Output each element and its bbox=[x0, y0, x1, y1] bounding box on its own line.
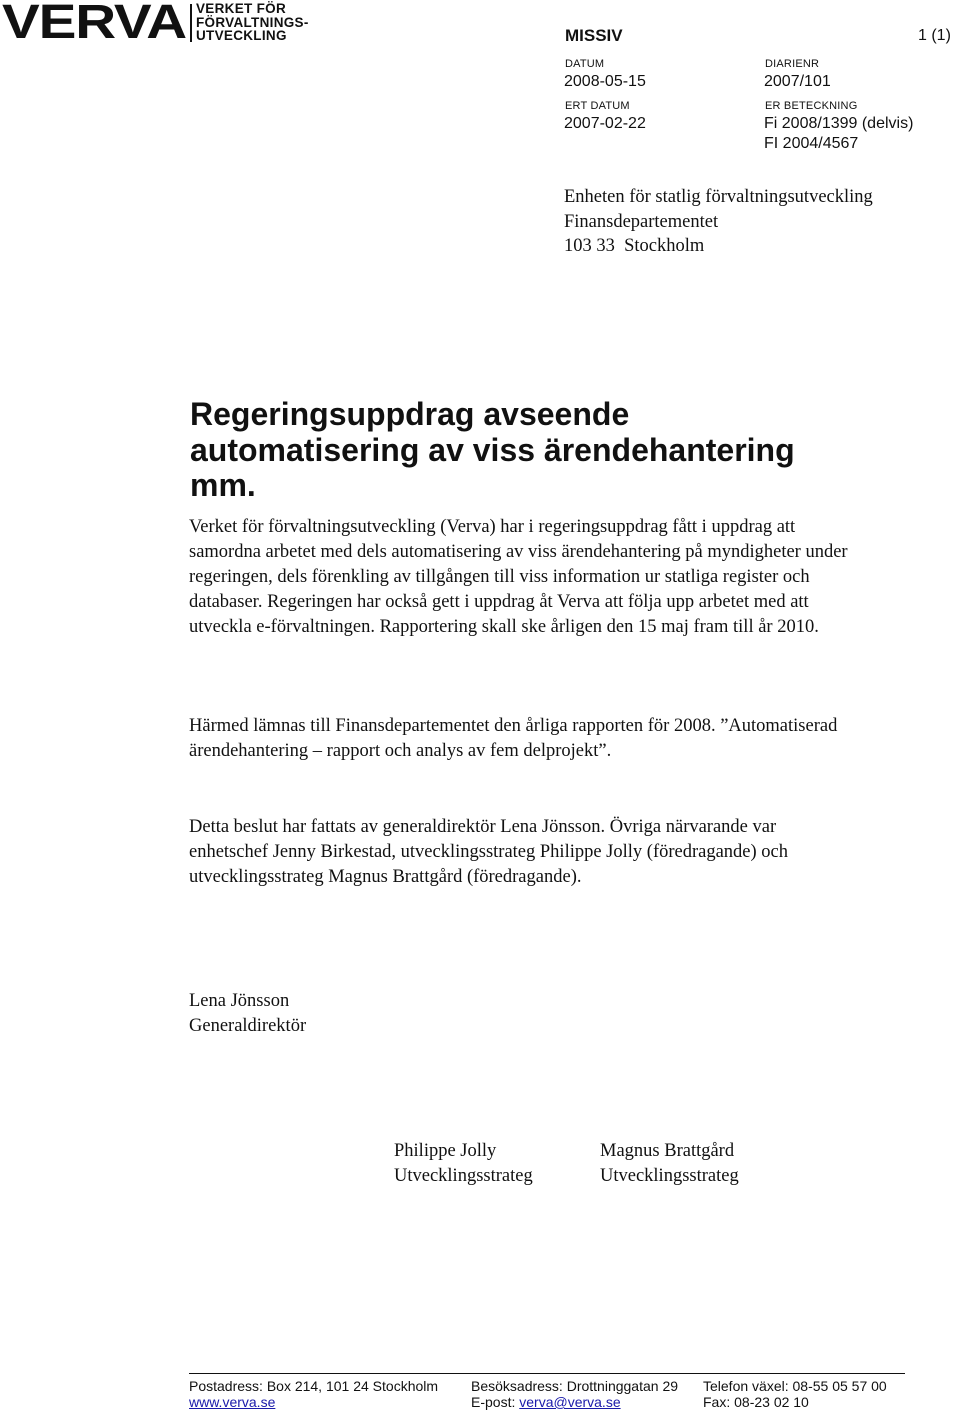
document-title: Regeringsuppdrag avseende automatisering av viss ärendehantering mm. bbox=[190, 396, 795, 503]
recipient-line: 103 33 Stockholm bbox=[564, 236, 705, 256]
footer-email-link[interactable]: verva@verva.se bbox=[519, 1394, 621, 1410]
signature-co1 bbox=[394, 1139, 533, 1189]
signature-co2 bbox=[600, 1139, 739, 1189]
footer-epost-label: E-post: bbox=[471, 1394, 520, 1410]
logo-subline bbox=[196, 2, 309, 43]
verva-logo bbox=[0, 0, 309, 49]
footer-web-link[interactable]: www.verva.se bbox=[189, 1394, 276, 1410]
body-paragraph-1: Verket för förvaltningsutveckling (Verva) har i regeringsuppdrag fått i uppdrag att samordna arbetet med dels automatisering av viss ärendehantering på myndigheter under regeringen, dels förenkling av tillgången till viss information ur statliga register och databaser. Regeringen har också gett i uppdrag åt Verva att följa upp arbetet med att utveckla e-förvaltningen. Rapportering skall ske årligen den 15 maj fram till år 2010. bbox=[189, 517, 848, 637]
logo-divider bbox=[190, 4, 192, 42]
page-number: 1 (1) bbox=[918, 27, 951, 44]
recipient-address bbox=[564, 185, 873, 259]
footer-fax: Fax: 08-23 02 10 bbox=[703, 1394, 809, 1410]
recipient-line: Finansdepartementet bbox=[564, 211, 719, 232]
recipient-line: Enheten för statlig förvaltningsutveckling bbox=[564, 187, 873, 207]
logo-wordmark: VERVA bbox=[2, 0, 187, 49]
logo-subline-1: VERKET FÖR bbox=[196, 1, 287, 16]
er-beteckning-value-1: Fi 2008/1399 (delvis) bbox=[764, 115, 914, 132]
footer-besoksadress: Besöksadress: Drottninggatan 29 bbox=[471, 1378, 679, 1394]
footer-telefon: Telefon växel: 08-55 05 57 00 bbox=[703, 1378, 887, 1394]
datum-value: 2008-05-15 bbox=[564, 73, 646, 90]
body-paragraph-3: Detta beslut har fattats av generaldirektör Lena Jönsson. Övriga närvarande var enhetschef Jenny Birkestad, utvecklingsstrateg Philippe Jolly (föredragande) och utvecklingsstrateg Magnus Brattgård (föredragande). bbox=[189, 817, 789, 887]
body-paragraph-2: Härmed lämnas till Finansdepartementet den årliga rapporten för 2008. ”Automatiserad ärendehantering – rapport och analys av fem delprojekt”. bbox=[189, 716, 838, 761]
footer-epost bbox=[471, 1394, 621, 1410]
doc-type: MISSIV bbox=[565, 26, 623, 45]
ert-datum-value: 2007-02-22 bbox=[564, 115, 646, 132]
signatory-role: Generaldirektör bbox=[189, 1016, 307, 1036]
diarienr-value: 2007/101 bbox=[764, 73, 831, 90]
ert-datum-label: ERT DATUM bbox=[565, 100, 630, 112]
signatory-name: Magnus Brattgård bbox=[600, 1141, 735, 1161]
footer-divider bbox=[189, 1373, 905, 1374]
logo-subline-3: UTVECKLING bbox=[196, 28, 287, 43]
signatory-role: Utvecklingsstrateg bbox=[394, 1166, 533, 1186]
datum-label: DATUM bbox=[565, 58, 605, 70]
er-beteckning-label: ER BETECKNING bbox=[765, 100, 858, 112]
signatory-role: Utvecklingsstrateg bbox=[600, 1166, 739, 1186]
logo-subline-2: FÖRVALTNINGS- bbox=[196, 14, 309, 30]
signature-main bbox=[189, 989, 306, 1039]
signatory-name: Philippe Jolly bbox=[394, 1141, 497, 1161]
diarienr-label: DIARIENR bbox=[765, 58, 820, 70]
er-beteckning-value-2: FI 2004/4567 bbox=[764, 135, 859, 152]
signatory-name: Lena Jönsson bbox=[189, 991, 290, 1011]
footer-postadress: Postadress: Box 214, 101 24 Stockholm bbox=[189, 1378, 439, 1394]
